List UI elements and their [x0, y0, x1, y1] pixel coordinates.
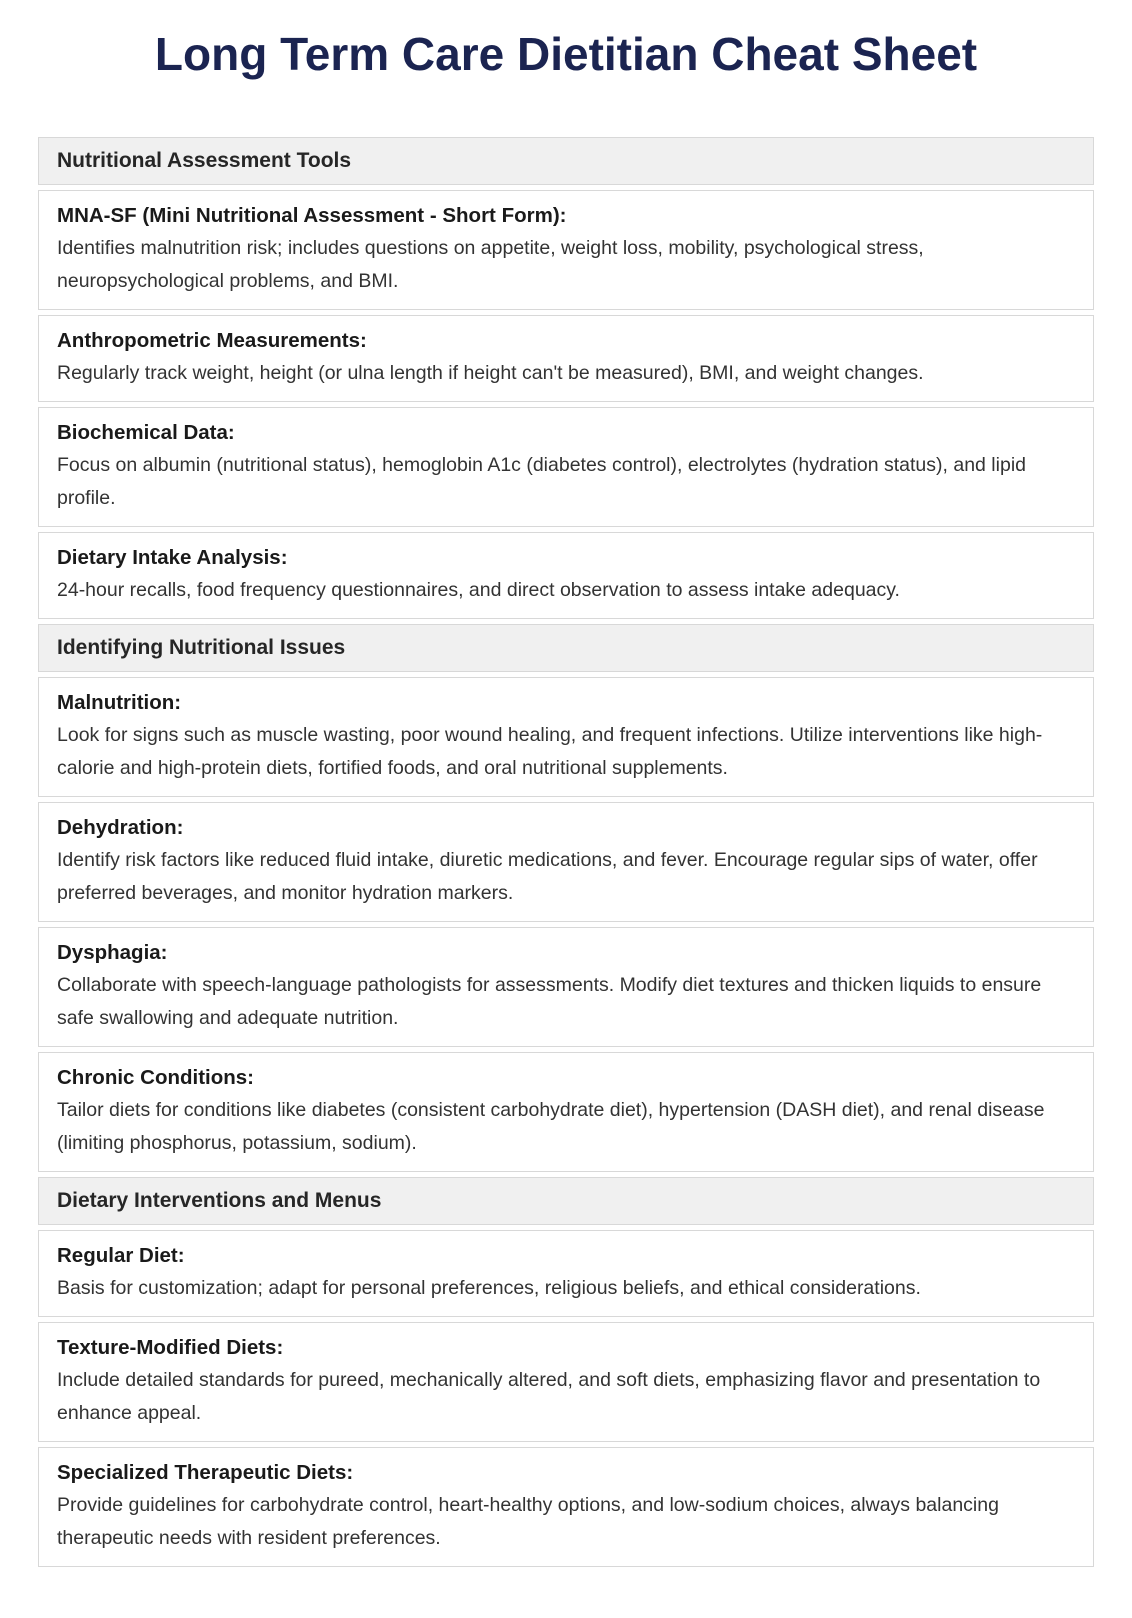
info-row [38, 1447, 1094, 1567]
info-row [38, 802, 1094, 922]
info-row [38, 1052, 1094, 1172]
info-row [38, 532, 1094, 619]
row-heading: Specialized Therapeutic Diets: [57, 1461, 354, 1484]
row-heading: Malnutrition: [57, 691, 182, 714]
row-heading: MNA-SF (Mini Nutritional Assessment - Short Form): [57, 204, 567, 227]
row-body: Provide guidelines for carbohydrate control, heart-healthy options, and low-sodium choices, always balancing therapeutic needs with resident preferences. [57, 1494, 999, 1549]
info-row [38, 190, 1094, 310]
info-row [38, 927, 1094, 1047]
row-body: Regularly track weight, height (or ulna length if height can't be measured), BMI, and weight changes. [57, 362, 924, 384]
row-heading: Anthropometric Measurements: [57, 329, 367, 352]
row-body: Identifies malnutrition risk; includes questions on appetite, weight loss, mobility, psychological stress, neuropsychological problems, and BMI. [57, 237, 924, 292]
row-heading: Dehydration: [57, 816, 184, 839]
document-page [0, 28, 1132, 1618]
row-body: Include detailed standards for pureed, mechanically altered, and soft diets, emphasizing flavor and presentation to enhance appeal. [57, 1369, 1041, 1424]
row-body: 24-hour recalls, food frequency questionnaires, and direct observation to assess intake adequacy. [57, 579, 900, 601]
row-body: Focus on albumin (nutritional status), hemoglobin A1c (diabetes control), electrolytes (hydration status), and lipid profile. [57, 454, 1026, 509]
row-heading: Texture-Modified Diets: [57, 1336, 284, 1359]
row-body: Identify risk factors like reduced fluid intake, diuretic medications, and fever. Encourage regular sips of water, offer preferred beverages, and monitor hydration markers. [57, 849, 1038, 904]
info-row [38, 315, 1094, 402]
section-header: Nutritional Assessment Tools [38, 137, 1094, 185]
info-row [38, 677, 1094, 797]
section-header: Dietary Interventions and Menus [38, 1177, 1094, 1225]
row-body: Collaborate with speech-language pathologists for assessments. Modify diet textures and thicken liquids to ensure safe swallowing and adequate nutrition. [57, 974, 1042, 1029]
info-row [38, 1322, 1094, 1442]
info-row [38, 1230, 1094, 1317]
row-body: Basis for customization; adapt for personal preferences, religious beliefs, and ethical considerations. [57, 1277, 921, 1299]
cheat-sheet-table [38, 137, 1094, 1567]
row-heading: Regular Diet: [57, 1244, 185, 1267]
row-body: Tailor diets for conditions like diabetes (consistent carbohydrate diet), hypertension (DASH diet), and renal disease (limiting phosphorus, potassium, sodium). [57, 1099, 1045, 1154]
page-title: Long Term Care Dietitian Cheat Sheet [154, 28, 978, 80]
section-header: Identifying Nutritional Issues [38, 624, 1094, 672]
row-heading: Dysphagia: [57, 941, 168, 964]
info-row [38, 407, 1094, 527]
row-heading: Dietary Intake Analysis: [57, 546, 288, 569]
row-heading: Biochemical Data: [57, 421, 235, 444]
row-body: Look for signs such as muscle wasting, poor wound healing, and frequent infections. Utilize interventions like high-calorie and high-protein diets, fortified foods, and oral nutritional supplements. [57, 724, 1043, 779]
row-heading: Chronic Conditions: [57, 1066, 255, 1089]
